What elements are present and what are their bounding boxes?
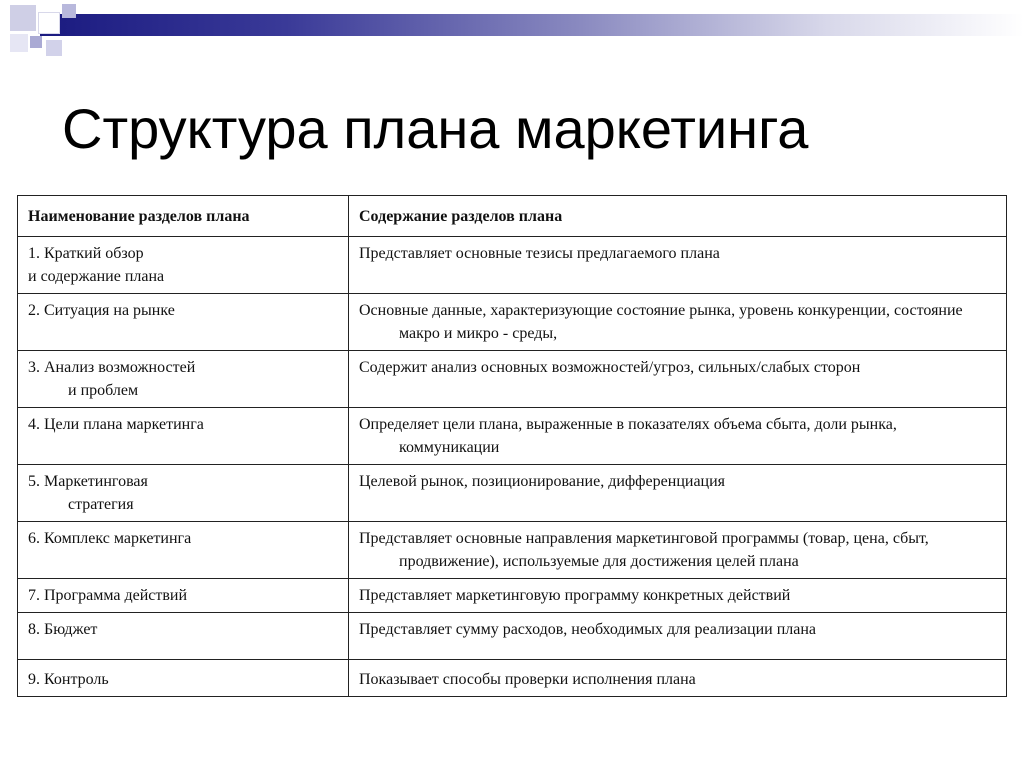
section-content-cell [349,579,1007,613]
section-content-cell [349,294,1007,351]
section-name-line: 5. Маркетинговая [28,473,148,490]
table-row [18,351,1007,408]
table-row [18,408,1007,465]
section-name-cell [18,237,349,294]
decorative-square [46,40,62,56]
section-name-line: 2. Ситуация на рынке [28,302,175,319]
section-name-cell [18,660,349,697]
section-name-line: стратегия [68,496,134,513]
section-name-line: 7. Программа действий [28,587,188,604]
section-content-cell [349,237,1007,294]
section-content-cell [349,613,1007,660]
header-section-content: Содержание разделов плана [349,196,1007,237]
table-row [18,660,1007,697]
decorative-square [10,5,36,31]
table-row [18,465,1007,522]
table-row [18,613,1007,660]
section-content-text: Основные данные, характеризующие состояние рынка, уровень конкуренции, состояние макро и микро - среды, [359,302,963,342]
section-content-text: Содержит анализ основных возможностей/угроз, сильных/слабых сторон [359,359,861,376]
section-name-cell [18,465,349,522]
table-row [18,237,1007,294]
section-content-text: Определяет цели плана, выраженные в показателях объема сбыта, доли рынка, коммуникации [359,416,897,456]
table-row [18,579,1007,613]
decorative-square [10,34,28,52]
table-row [18,522,1007,579]
section-name-cell [18,408,349,465]
section-name-line: 6. Комплекс маркетинга [28,530,192,547]
section-name-line: 1. Краткий обзор [28,245,144,262]
section-name-cell [18,613,349,660]
section-name-line: 3. Анализ возможностей [28,359,196,376]
table-row [18,294,1007,351]
section-content-text: Представляет сумму расходов, необходимых для реализации плана [359,621,816,638]
section-content-cell [349,351,1007,408]
header-section-name: Наименование разделов плана [18,196,349,237]
slide-title: Структура плана маркетинга [62,97,809,160]
section-content-text: Представляет основные направления маркетинговой программы (товар, цена, сбыт, продвижение), используемые для достижения целей плана [359,530,929,570]
section-name-cell [18,351,349,408]
table-header-row [18,196,1007,237]
section-content-text: Целевой рынок, позиционирование, дифференциация [359,473,726,490]
marketing-plan-table [17,195,1007,697]
decorative-square [30,36,42,48]
decorative-square [62,4,76,18]
section-name-cell [18,522,349,579]
header-gradient-bar [40,14,1024,36]
section-name-cell [18,294,349,351]
section-name-cell [18,579,349,613]
section-content-cell [349,522,1007,579]
section-name-line: и содержание плана [28,268,165,285]
section-name-line: и проблем [68,382,139,399]
section-content-text: Представляет основные тезисы предлагаемого плана [359,245,720,262]
section-content-cell [349,408,1007,465]
section-content-text: Представляет маркетинговую программу конкретных действий [359,587,791,604]
section-content-text: Показывает способы проверки исполнения плана [359,671,696,688]
section-content-cell [349,465,1007,522]
section-content-cell [349,660,1007,697]
section-name-line: 8. Бюджет [28,621,98,638]
section-name-line: 4. Цели плана маркетинга [28,416,204,433]
decorative-square [38,12,60,34]
section-name-line: 9. Контроль [28,671,109,688]
